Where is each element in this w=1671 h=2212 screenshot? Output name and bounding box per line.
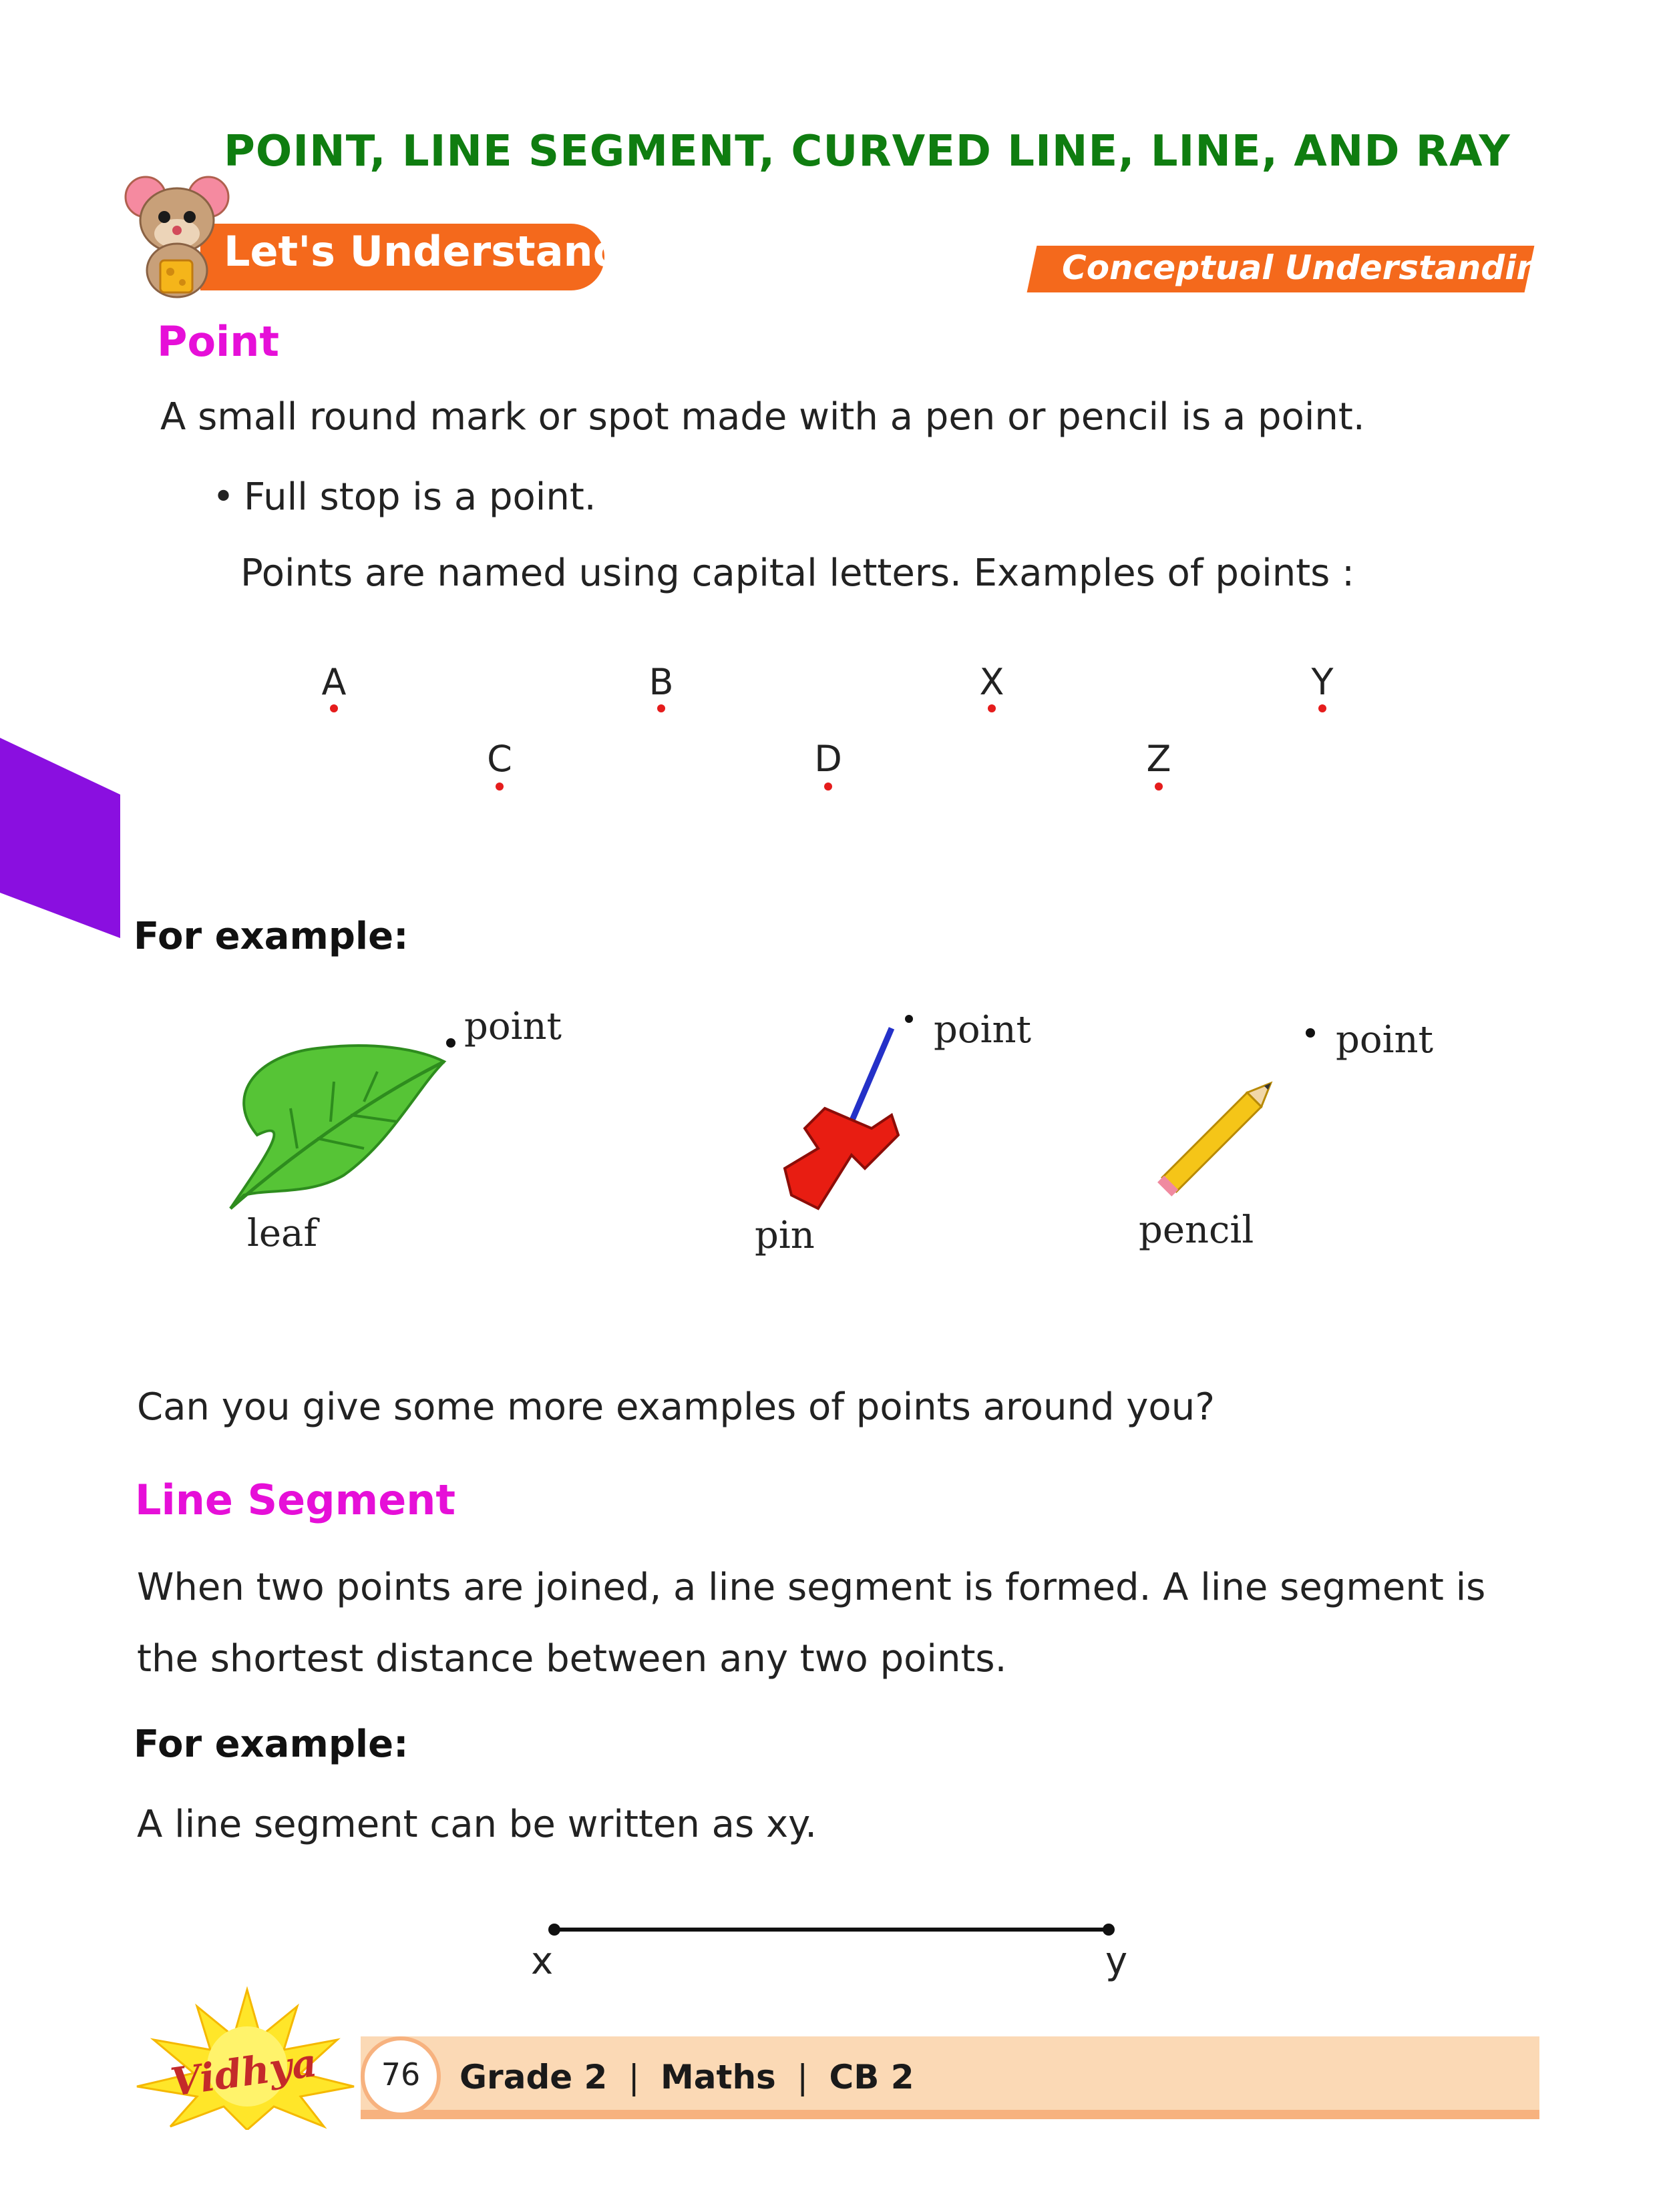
footer-separator-2: | <box>797 2058 809 2096</box>
pencil-point-dot <box>1306 1028 1315 1038</box>
pencil-icon <box>1142 1062 1296 1208</box>
endpoint-x-label: x <box>531 1940 554 1983</box>
line-segment-heading: Line Segment <box>135 1476 456 1524</box>
leaf-point-dot <box>446 1038 455 1048</box>
point-label-d: D <box>814 738 842 780</box>
line-segment-written-as: A line segment can be written as xy. <box>137 1803 817 1846</box>
endpoint-y-label: y <box>1105 1940 1128 1983</box>
line-segment-definition-1: When two points are joined, a line segment is formed. A line segment is <box>137 1566 1486 1609</box>
pushpin-icon <box>778 1015 918 1215</box>
leaf-label: leaf <box>247 1212 318 1255</box>
mouse-mascot-icon <box>120 170 237 300</box>
point-dot-y <box>1318 704 1326 712</box>
footer-course-info <box>459 2058 914 2096</box>
line-segment-xy <box>541 1916 1122 1943</box>
pencil-label: pencil <box>1139 1208 1254 1252</box>
point-naming-text: Points are named using capital letters. Examples of points : <box>240 551 1354 595</box>
line-segment-definition-2: the shortest distance between any two points. <box>137 1637 1007 1681</box>
for-example-heading-1: For example: <box>134 915 409 958</box>
footer-book: CB 2 <box>829 2058 914 2096</box>
page-title: POINT, LINE SEGMENT, CURVED LINE, LINE, AND RAY <box>224 127 1511 176</box>
point-label-z: Z <box>1146 738 1171 780</box>
footer-subject: Maths <box>661 2058 776 2096</box>
point-label-x: X <box>979 661 1004 703</box>
point-dot-c <box>496 783 504 791</box>
point-dot-z <box>1155 783 1163 791</box>
pin-point-label: point <box>934 1008 1032 1052</box>
footer-separator-1: | <box>628 2058 640 2096</box>
pin-point-dot <box>905 1015 913 1023</box>
pin-label: pin <box>755 1214 815 1257</box>
point-label-a: A <box>321 661 347 703</box>
bullet-full-stop: Full stop is a point. <box>244 475 596 519</box>
point-dot-x <box>988 704 996 712</box>
footer-grade: Grade 2 <box>459 2058 608 2096</box>
points-around-question: Can you give some more examples of points around you? <box>137 1385 1215 1429</box>
point-label-y: Y <box>1311 661 1334 703</box>
conceptual-understanding-label: Conceptual Understanding <box>1062 248 1564 287</box>
footer-underline <box>361 2110 1539 2119</box>
leaf-icon <box>217 1035 457 1215</box>
side-tab <box>0 738 120 938</box>
point-dot-b <box>657 704 665 712</box>
point-heading: Point <box>157 317 280 366</box>
point-definition: A small round mark or spot made with a pen or pencil is a point. <box>160 395 1365 439</box>
for-example-heading-2: For example: <box>134 1723 409 1766</box>
vidhya-logo-text: Vidhya <box>168 2040 320 2105</box>
point-dot-d <box>824 783 832 791</box>
pencil-point-label: point <box>1336 1018 1434 1062</box>
page-number: 76 <box>381 2056 421 2092</box>
point-dot-a <box>330 704 338 712</box>
leaf-point-label: point <box>464 1005 562 1048</box>
lets-understand-label: Let's Understand <box>224 227 623 276</box>
point-label-c: C <box>487 738 512 780</box>
bullet-dot: • <box>212 475 235 519</box>
point-label-b: B <box>648 661 674 703</box>
